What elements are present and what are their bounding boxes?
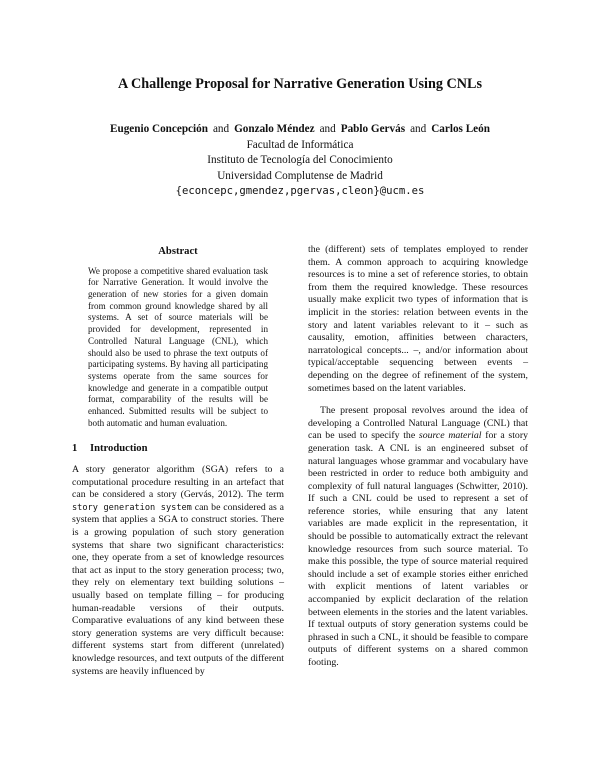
intro-text-part: A story generator algorithm (SGA) refers to a computational procedure resulting in an artefact that can be considered a story (Gervás, 2012). The term bbox=[72, 464, 284, 501]
affiliation-line: Facultad de Informática bbox=[246, 138, 354, 151]
section-number: 1 bbox=[72, 443, 78, 455]
abstract-heading: Abstract bbox=[158, 246, 198, 257]
body-paragraph: the (different) sets of templates employed to render them. A common approach to acquiring knowledge resources is to mine a set of reference stories, to obtain from them the required knowledge. These resources usually make explicit two types of information that is implicit in the stories: relation between events in the story and latent variables relevant to it – such as causality, emotion, affinities between characters, narratological concepts... –, and/or information about typical/acceptable sequencing between events – depending on the degree of refinement of the system, sometimes based on the latent variables. bbox=[308, 244, 528, 394]
author-name: Pablo Gervás bbox=[340, 123, 406, 135]
author-separator: and bbox=[319, 123, 336, 135]
section-title: Introduction bbox=[90, 443, 148, 455]
author-name: Eugenio Concepción bbox=[110, 123, 208, 135]
author-name: Gonzalo Méndez bbox=[234, 123, 315, 135]
body-text-part: The present proposal revolves around the idea of developing a Controlled Natural Language (CNL) that can be used to specify the bbox=[308, 405, 528, 442]
section-heading-introduction bbox=[72, 443, 284, 456]
paper-title: A Challenge Proposal for Narrative Generation Using CNLs bbox=[118, 76, 482, 92]
author-name: Carlos León bbox=[431, 123, 490, 135]
emphasis-term: source material bbox=[418, 430, 482, 442]
author-separator: and bbox=[410, 123, 427, 135]
author-names bbox=[0, 122, 600, 138]
author-block bbox=[0, 122, 600, 200]
intro-paragraph bbox=[72, 464, 284, 678]
author-emails: {econcepc,gmendez,pgervas,cleon}@ucm.es bbox=[175, 185, 425, 198]
intro-term: story generation system bbox=[72, 502, 192, 513]
body-text-part: for a story generation task. A CNL is an engineered subset of natural languages whose grammar and vocabulary have been restricted in order to reduce both ambiguity and complexity of full natural languages (Schwitter, 2010). If such a CNL could be used to represent a set of reference stories, while ensuring that any latent variables are made explicit in the representation, it should be possible to automatically extract the relevant knowledge resources from such source material. To make this possible, the type of source material required should include a set of example stories either enriched with explicit mentions of latent variables or accompanied by explicit declaration of the relation between elements in the stories and the latent variables. If textual outputs of story generation systems could be phrased in such a CNL, it should be feasible to compare outputs of different systems on a shared common footing. bbox=[308, 430, 528, 668]
intro-text-part: can be considered as a system that applies a SGA to construct stories. There is a growing population of such story generation systems that share two significant characteristics: one, they operate from a set of knowledge resources that act as input to the story generation process; two, they rely on elementary text building solutions – usually based on template filling – for producing human-readable versions of their outputs. Comparative evaluations of any kind between these story generation systems are very difficult because: different systems start from different (unrelated) knowledge resources, and text outputs of the different systems are heavily influenced by bbox=[72, 501, 284, 677]
left-column bbox=[72, 246, 284, 678]
author-separator: and bbox=[212, 123, 230, 135]
affiliation-line: Universidad Complutense de Madrid bbox=[217, 169, 383, 182]
right-column bbox=[308, 244, 528, 670]
abstract-text: We propose a competitive shared evaluation task for Narrative Generation. It would involve the generation of new stories for a given domain from common ground knowledge shared by all systems. A set of source materials will be provided for development, represented in Controlled Natural Language (CNL), which should also be used to phrase the text outputs of participating systems. By having all participating systems operate from the same sources for knowledge and generate in a compatible output format, comparability of the results will be enhanced. Submitted results will be subject to both automatic and human evaluation. bbox=[88, 265, 268, 428]
body-paragraph bbox=[308, 405, 528, 669]
affiliation-line: Instituto de Tecnología del Conocimiento bbox=[207, 154, 393, 167]
